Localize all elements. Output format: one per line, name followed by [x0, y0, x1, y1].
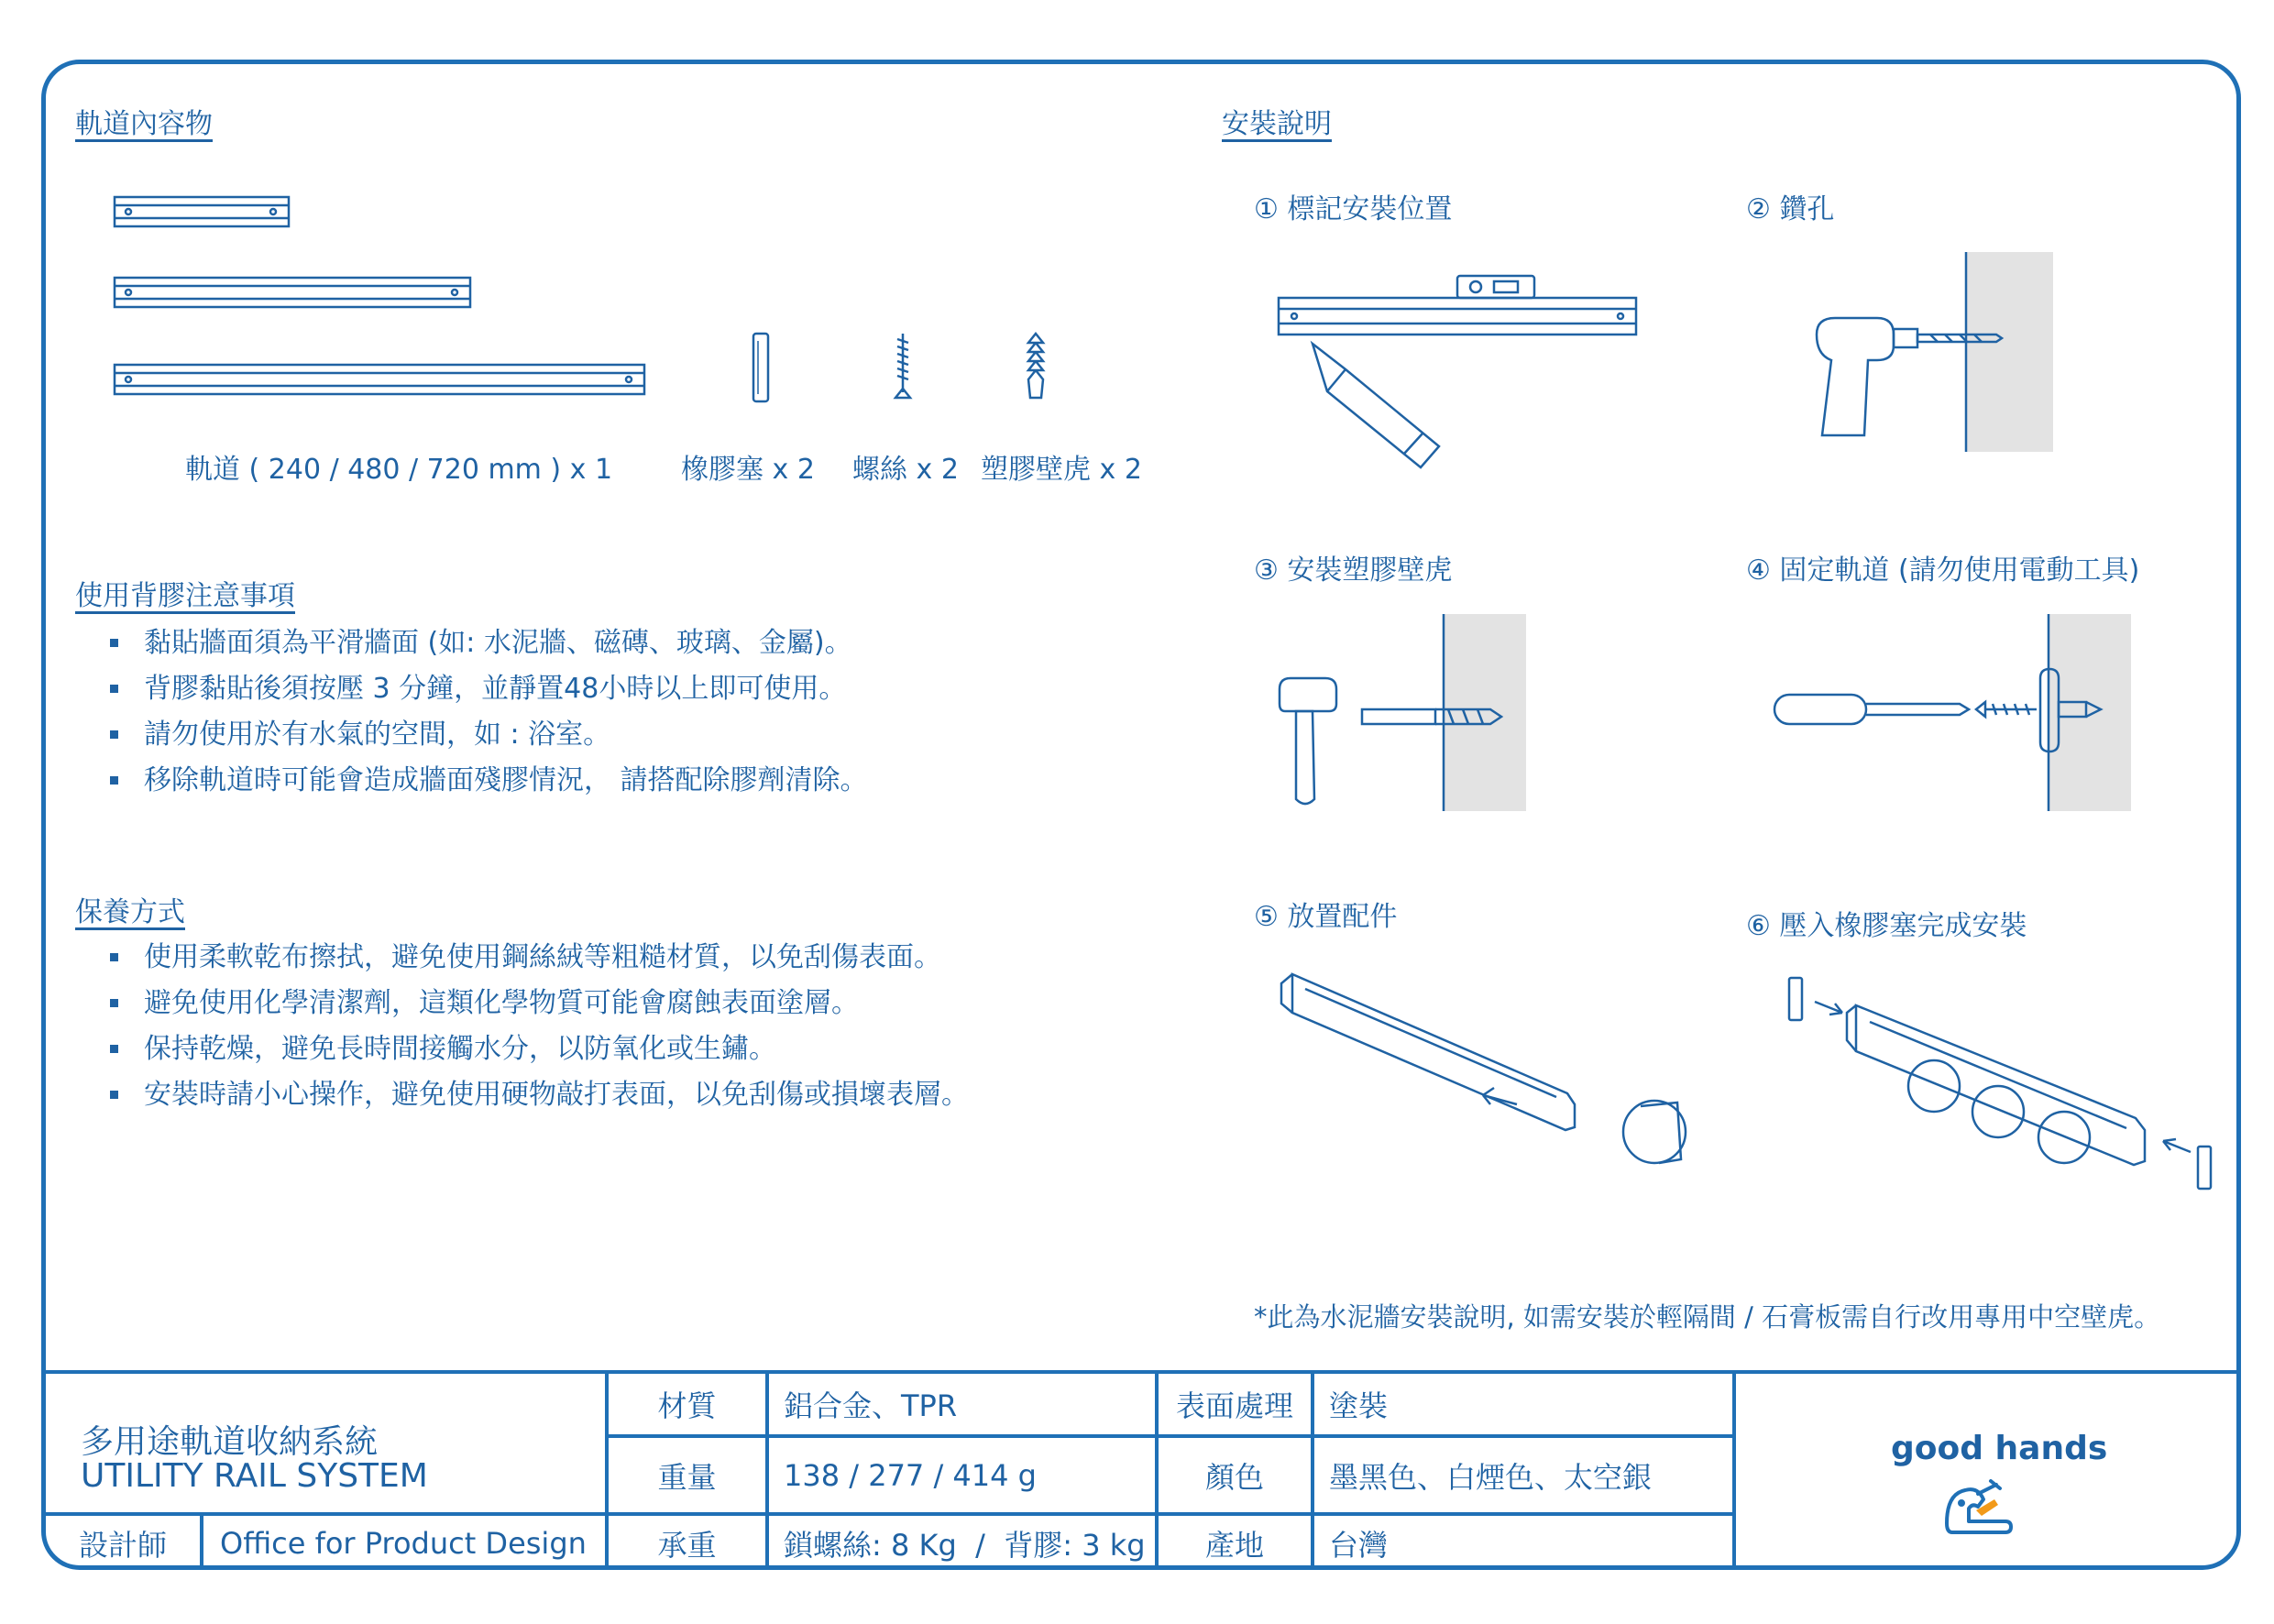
dino-wrench-icon	[1941, 1476, 2024, 1540]
finish-label: 表面處理	[1175, 1388, 1293, 1423]
list-item: 避免使用化學清潔劑，這類化學物質可能會腐蝕表面塗層。	[75, 981, 969, 1026]
designer-label: 設計師	[78, 1527, 167, 1563]
list-item: 背膠黏貼後須按壓 3 分鐘，並靜置48小時以上即可使用。	[75, 666, 868, 712]
step-3-label: ③ 安裝塑膠壁虎	[1254, 554, 1453, 587]
rubber-stopper-label: 橡膠塞 x 2	[681, 454, 815, 486]
list-item: 保持乾燥，避免長時間接觸水分，以防氧化或生鏽。	[75, 1026, 969, 1072]
material-label: 材質	[657, 1388, 717, 1423]
step-1-label: ① 標記安裝位置	[1254, 193, 1453, 225]
origin-label: 產地	[1204, 1527, 1264, 1563]
step-1-level-pencil-icon	[1274, 270, 1659, 481]
list-item: 安裝時請小心操作，避免使用硬物敲打表面，以免刮傷或損壞表層。	[75, 1072, 969, 1118]
wall-anchor-label: 塑膠壁虎 x 2	[981, 454, 1142, 486]
load-value: 鎖螺絲: 8 Kg / 背膠: 3 kg	[784, 1527, 1146, 1563]
rubber-stopper-icon	[742, 330, 907, 431]
step-4-label: ④ 固定軌道 (請勿使用電動工具)	[1746, 554, 2140, 587]
weight-label: 重量	[657, 1459, 717, 1495]
step-2-label: ② 鑽孔	[1746, 193, 1835, 225]
care-heading: 保養方式	[75, 896, 185, 928]
contents-heading: 軌道內容物	[75, 108, 213, 140]
list-item: 移除軌道時可能會造成牆面殘膠情況， 請搭配除膠劑清除。	[75, 758, 868, 804]
screw-icon	[884, 330, 921, 412]
step-4-screwdriver-icon	[1769, 614, 2154, 825]
weight-value: 138 / 277 / 414 g	[784, 1457, 1037, 1493]
spec-sheet-frame	[41, 60, 2241, 1570]
rail-label: 軌道 ( 240 / 480 / 720 mm ) x 1	[185, 454, 613, 486]
step-2-drill-icon	[1815, 252, 2090, 463]
finish-value: 塗裝	[1329, 1388, 1389, 1423]
product-name-zh: 多用途軌道收納系統	[81, 1423, 379, 1461]
step-5-label: ⑤ 放置配件	[1254, 901, 1398, 933]
brand-name: good hands	[1891, 1430, 2108, 1467]
designer-value: Office for Product Design	[220, 1525, 587, 1561]
step-6-rubber-stopper-icon	[1769, 958, 2209, 1233]
list-item: 使用柔軟乾布擦拭，避免使用鋼絲絨等粗糙材質，以免刮傷表面。	[75, 935, 969, 981]
screw-label: 螺絲 x 2	[852, 454, 959, 486]
color-value: 墨黑色、白煙色、太空銀	[1329, 1459, 1653, 1495]
adhesive-list	[75, 620, 868, 804]
step-6-label: ⑥ 壓入橡膠塞完成安裝	[1746, 910, 2027, 942]
install-note: *此為水泥牆安裝說明, 如需安裝於輕隔間 / 石膏板需自行改用專用中空壁虎。	[1254, 1301, 2161, 1333]
origin-value: 台灣	[1329, 1527, 1389, 1563]
adhesive-heading: 使用背膠注意事項	[75, 580, 295, 612]
install-heading: 安裝說明	[1222, 108, 1332, 140]
list-item: 請勿使用於有水氣的空間，如 : 浴室。	[75, 712, 868, 758]
care-list	[75, 935, 969, 1118]
material-value: 鋁合金、TPR	[784, 1388, 958, 1423]
list-item: 黏貼牆面須為平滑牆面 (如: 水泥牆、磁磚、玻璃、金屬)。	[75, 620, 868, 666]
load-label: 承重	[657, 1527, 717, 1563]
wall-anchor-icon	[1017, 330, 1054, 412]
product-name-en: UTILITY RAIL SYSTEM	[81, 1457, 428, 1495]
step-3-hammer-icon	[1274, 614, 1549, 825]
spec-table	[46, 1370, 2236, 1570]
step-5-accessory-icon	[1274, 967, 1705, 1205]
rail-contents-illustration	[46, 64, 779, 486]
color-label: 顏色	[1204, 1459, 1264, 1495]
